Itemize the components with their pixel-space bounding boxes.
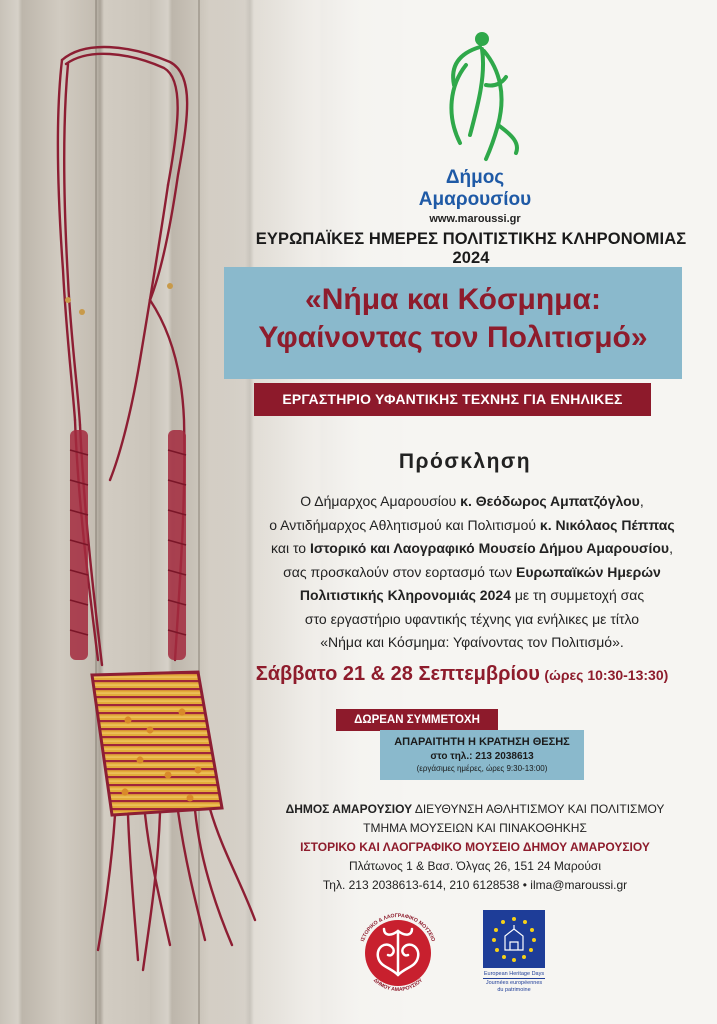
reservation-title: ΑΠΑΡΑΙΤΗΤΗ Η ΚΡΑΤΗΣΗ ΘΕΣΗΣ <box>394 736 570 748</box>
ehd-label-fr: Journées européennes du patrimoine <box>483 978 545 994</box>
museum-name: Ιστορικό και Λαογραφικό Μουσείο Δήμου Αμαρουσίου <box>309 540 670 556</box>
municipality-website[interactable]: www.maroussi.gr <box>429 213 521 225</box>
reservation-box <box>380 730 584 780</box>
female-figure-icon <box>420 25 530 165</box>
event-name-bold: Ευρωπαϊκών Ημερών <box>516 563 661 580</box>
workshop-type-banner: ΕΡΓΑΣΤΗΡΙΟ ΥΦΑΝΤΙΚΗΣ ΤΕΧΝΗΣ ΓΙΑ ΕΝΗΛΙΚΕΣ <box>254 383 651 416</box>
organizer-footer <box>240 800 710 895</box>
reservation-hours: (εργάσιμες ημέρες, ώρες 9:30-13:00) <box>416 764 548 773</box>
municipality-logo <box>400 25 550 225</box>
municipality-name: Δήμος Αμαρουσίου <box>418 167 532 210</box>
invitation-body <box>240 490 704 655</box>
workshop-title-box <box>224 267 682 379</box>
event-series-title: ΕΥΡΩΠΑΪΚΕΣ ΗΜΕΡΕΣ ΠΟΛΙΤΙΣΤΙΚΗΣ ΚΛΗΡΟΝΟΜΙΑΣ 2024 <box>255 230 687 267</box>
event-name-bold: Πολιτιστικής Κληρονομιάς 2024 <box>299 587 511 603</box>
section-line: ΤΜΗΜΑ ΜΟΥΣΕΙΩΝ ΚΑΙ ΠΙΝΑΚΟΘΗΚΗΣ <box>363 821 587 835</box>
contact-line[interactable]: Τηλ. 213 2038613-614, 210 6128538 • ilma@maroussi.gr <box>322 878 628 892</box>
event-date-main: Σάββατο 21 & 28 Σεπτεμβρίου <box>255 663 540 685</box>
museum-logo <box>350 905 446 1001</box>
museum-line: ΙΣΤΟΡΙΚΟ ΚΑΙ ΛΑΟΓΡΑΦΙΚΟ ΜΟΥΣΕΙΟ ΔΗΜΟΥ ΑΜΑΡΟΥΣΙΟΥ <box>300 840 650 854</box>
eu-stars-icon <box>483 910 545 968</box>
body-line: και το Ιστορικό και Λαογραφικό Μουσείο Δήμου Αμαρουσίου, <box>271 540 673 556</box>
svg-text:ΔΗΜΟΥ ΑΜΑΡΟΥΣΙΟΥ: ΔΗΜΟΥ ΑΜΑΡΟΥΣΙΟΥ <box>371 977 425 994</box>
deputy-mayor-name: κ. Νικόλαος Πέππας <box>539 516 675 533</box>
event-hours: (ώρες 10:30-13:30) <box>544 667 669 683</box>
body-line: Πολιτιστικής Κληρονομιάς 2024 με τη συμμετοχή σας <box>299 587 645 603</box>
svg-text:ΙΣΤΟΡΙΚΟ & ΛΑΟΓΡΑΦΙΚΟ ΜΟΥΣΕΙΟ: ΙΣΤΟΡΙΚΟ & ΛΑΟΓΡΑΦΙΚΟ ΜΟΥΣΕΙΟ <box>360 912 436 943</box>
address-line: Πλάτωνος 1 & Βασ. Όλγας 26, 151 24 Μαρούσι <box>349 859 601 873</box>
department-line: ΔΗΜΟΣ ΑΜΑΡΟΥΣΙΟΥ ΔΙΕΥΘΥΝΣΗ ΑΘΛΗΤΙΣΜΟΥ ΚΑΙ ΠΟΛΙΤΙΣΜΟΥ <box>285 802 665 816</box>
mayor-name: κ. Θεόδωρος Αμπατζόγλου <box>460 493 640 509</box>
title-line-2: Υφαίνοντας τον Πολιτισμό» <box>258 321 648 354</box>
event-date <box>222 663 702 686</box>
body-line: στο εργαστήριο υφαντικής τέχνης για ενήλικες με τίτλο <box>304 610 640 627</box>
free-participation-badge: ΔΩΡΕΑΝ ΣΥΜΜΕΤΟΧΗ <box>336 709 498 731</box>
reservation-phone[interactable]: στο τηλ.: 213 2038613 <box>430 751 534 762</box>
title-line-1: «Νήμα και Κόσμημα: <box>305 283 601 316</box>
body-line: «Νήμα και Κόσμημα: Υφαίνοντας τον Πολιτισμό». <box>320 634 624 650</box>
body-line: Ο Δήμαρχος Αμαρουσίου κ. Θεόδωρος Αμπατζόγλου, <box>300 493 644 509</box>
invitation-heading: Πρόσκληση <box>398 450 532 473</box>
european-heritage-days-logo <box>483 910 545 1010</box>
ehd-label-en: European Heritage Days <box>483 971 545 977</box>
body-line: ο Αντιδήμαρχος Αθλητισμού και Πολιτισμού κ. Νικόλαος Πέππας <box>269 516 675 533</box>
body-line: σας προσκαλούν στον εορτασμό των Ευρωπαϊκών Ημερών <box>283 563 661 580</box>
